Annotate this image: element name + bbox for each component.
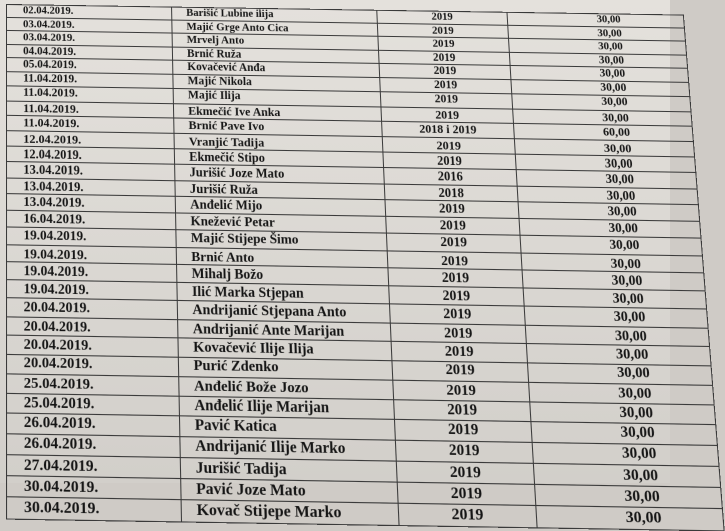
paid-year: 2019 — [390, 323, 526, 344]
paid-year: 2019 — [386, 233, 521, 252]
payment-amount: 30,00 — [511, 80, 690, 97]
payment-amount: 30,00 — [532, 442, 719, 466]
paid-year: 2019 — [378, 50, 510, 66]
payment-amount: 30,00 — [523, 288, 707, 309]
payment-date: 03.04.2019. — [7, 31, 173, 47]
payer-name: Barišić Lubine ilija — [172, 7, 378, 23]
payer-name: Ilić Marka Stjepan — [177, 283, 390, 304]
payment-date: 04.04.2019. — [7, 44, 173, 60]
payment-amount: 30,00 — [536, 505, 724, 530]
payer-name: Brnić Ruža — [172, 47, 379, 64]
payer-name: Jurišić Joze Mato — [175, 164, 385, 183]
payment-amount: 30,00 — [531, 422, 717, 445]
payer-name: Pavić Joze Mato — [181, 478, 398, 503]
payer-name: Majić Ilija — [173, 89, 381, 107]
paid-year: 2019 — [394, 400, 531, 422]
paid-year: 2018 i 2019 — [382, 121, 515, 138]
payment-amount: 30,00 — [533, 463, 720, 487]
payer-name: Anđelić Mijo — [175, 197, 385, 217]
paid-year: 2019 — [377, 10, 508, 25]
payment-amount: 30,00 — [509, 52, 687, 69]
ledger-body — [7, 5, 725, 531]
payment-date: 13.04.2019. — [7, 162, 175, 181]
payment-amount: 30,00 — [514, 139, 694, 157]
paid-year: 2019 — [380, 78, 512, 94]
payment-amount: 30,00 — [530, 402, 716, 425]
payment-amount: 30,00 — [529, 382, 715, 405]
payer-name: Vranjić Tadija — [174, 133, 383, 152]
payer-name: Mihalj Božo — [177, 265, 389, 286]
payer-name: Mrvelj Anto — [172, 33, 378, 50]
payment-date: 03.04.2019. — [7, 17, 173, 33]
payment-date: 16.04.2019. — [7, 211, 176, 231]
paid-year: 2019 — [380, 92, 512, 109]
payment-date: 20.04.2019. — [7, 335, 179, 357]
paid-year: 2019 — [386, 217, 520, 236]
paid-year: 2019 — [379, 64, 511, 80]
payment-amount: 30,00 — [521, 253, 704, 273]
payer-name: Kovačević Ilije Ilija — [178, 338, 392, 361]
paid-year: 2019 — [385, 200, 519, 219]
payer-name: Majić Grge Anto Cica — [172, 20, 378, 36]
payment-amount: 30,00 — [525, 325, 709, 347]
payment-date: 30.04.2019. — [7, 475, 182, 499]
paid-year: 2016 — [384, 168, 518, 186]
paid-year: 2019 — [382, 137, 515, 155]
payment-date: 12.04.2019. — [7, 146, 175, 164]
payment-date: 30.04.2019. — [7, 497, 182, 522]
payment-amount: 30,00 — [508, 25, 686, 41]
paid-year: 2019 — [395, 440, 533, 463]
payment-date: 11.04.2019. — [7, 86, 174, 103]
payment-date: 11.04.2019. — [7, 101, 174, 119]
paid-year: 2019 — [397, 482, 536, 506]
payment-date: 27.04.2019. — [7, 454, 181, 478]
payer-name: Andrijanić Ante Marijan — [178, 319, 392, 341]
payment-date: 19.04.2019. — [7, 227, 177, 247]
payer-name: Majić Stijepe Šimo — [176, 230, 387, 251]
payer-name: Andrijanić Stjepana Anto — [177, 301, 390, 323]
paid-year: 2019 — [398, 503, 537, 527]
paid-year: 2019 — [377, 23, 508, 38]
payment-amount: 30,00 — [524, 306, 708, 327]
payer-name: Purić Zdenko — [178, 357, 392, 380]
payer-name: Kovačević Anđa — [173, 60, 380, 77]
payment-ledger-table — [6, 4, 725, 531]
payment-amount: 30,00 — [520, 236, 702, 256]
payment-amount: 30,00 — [518, 202, 700, 221]
payer-name: Anđelić Bože Jozo — [179, 376, 394, 399]
payment-date: 19.04.2019. — [7, 245, 177, 265]
payer-name: Pavić Katica — [179, 416, 395, 440]
payment-date: 20.04.2019. — [7, 298, 178, 319]
payment-amount: 30,00 — [512, 94, 691, 111]
payer-name: Ekmečić Ive Anka — [173, 103, 381, 121]
payment-date: 11.04.2019. — [7, 72, 174, 89]
payer-name: Anđelić Ilije Marijan — [179, 396, 394, 420]
payment-amount: 60,00 — [513, 124, 693, 142]
payer-name: Andrijanić Ilije Marko — [180, 436, 396, 460]
paid-year: 2019 — [396, 461, 534, 484]
paid-year: 2019 — [394, 420, 532, 443]
paid-year: 2018 — [384, 184, 518, 202]
paid-year: 2019 — [381, 107, 514, 124]
paid-year: 2019 — [391, 341, 527, 362]
payer-name: Ekmečić Stipo — [174, 149, 383, 168]
payment-date: 13.04.2019. — [7, 194, 176, 213]
paid-year: 2019 — [392, 360, 529, 382]
paid-year: 2019 — [393, 380, 530, 402]
paid-year: 2019 — [389, 286, 524, 306]
payment-amount: 30,00 — [527, 363, 712, 385]
paid-year: 2019 — [389, 304, 525, 325]
payment-date: 26.04.2019. — [7, 434, 181, 458]
payment-amount: 30,00 — [517, 186, 698, 205]
payment-amount: 30,00 — [515, 154, 696, 173]
payment-amount: 30,00 — [510, 66, 689, 83]
payer-name: Knežević Petar — [176, 213, 387, 233]
payment-amount: 30,00 — [516, 170, 697, 189]
payer-name: Brnić Pave Ivo — [174, 118, 383, 136]
payment-amount: 30,00 — [507, 12, 684, 28]
payment-date: 19.04.2019. — [7, 280, 178, 301]
payment-date: 20.04.2019. — [7, 354, 179, 376]
payer-name: Jurišić Tadija — [180, 457, 397, 482]
payment-amount: 30,00 — [535, 484, 723, 509]
payer-name: Kovač Stijepe Marko — [181, 500, 399, 525]
payment-amount: 30,00 — [519, 219, 701, 239]
payment-date: 11.04.2019. — [7, 116, 174, 134]
payment-date: 20.04.2019. — [7, 316, 178, 338]
payment-amount: 30,00 — [513, 109, 693, 127]
payment-date: 13.04.2019. — [7, 178, 176, 197]
payment-date: 12.04.2019. — [7, 131, 175, 149]
payment-amount: 30,00 — [509, 39, 687, 55]
payment-date: 25.04.2019. — [7, 373, 180, 396]
paid-year: 2019 — [388, 268, 523, 288]
paid-year: 2019 — [383, 152, 516, 170]
payment-date: 19.04.2019. — [7, 262, 177, 283]
payment-date: 05.04.2019. — [7, 58, 173, 75]
payment-date: 25.04.2019. — [7, 393, 180, 416]
payer-name: Jurišić Ruža — [175, 180, 385, 200]
payer-name: Brnić Anto — [176, 247, 388, 268]
payment-amount: 30,00 — [522, 270, 705, 291]
paid-year: 2019 — [378, 36, 509, 52]
payer-name: Majić Nikola — [173, 75, 380, 93]
payment-date: 02.04.2019. — [7, 5, 172, 21]
paid-year: 2019 — [387, 251, 522, 271]
payment-amount: 30,00 — [526, 344, 711, 366]
payment-date: 26.04.2019. — [7, 413, 180, 436]
